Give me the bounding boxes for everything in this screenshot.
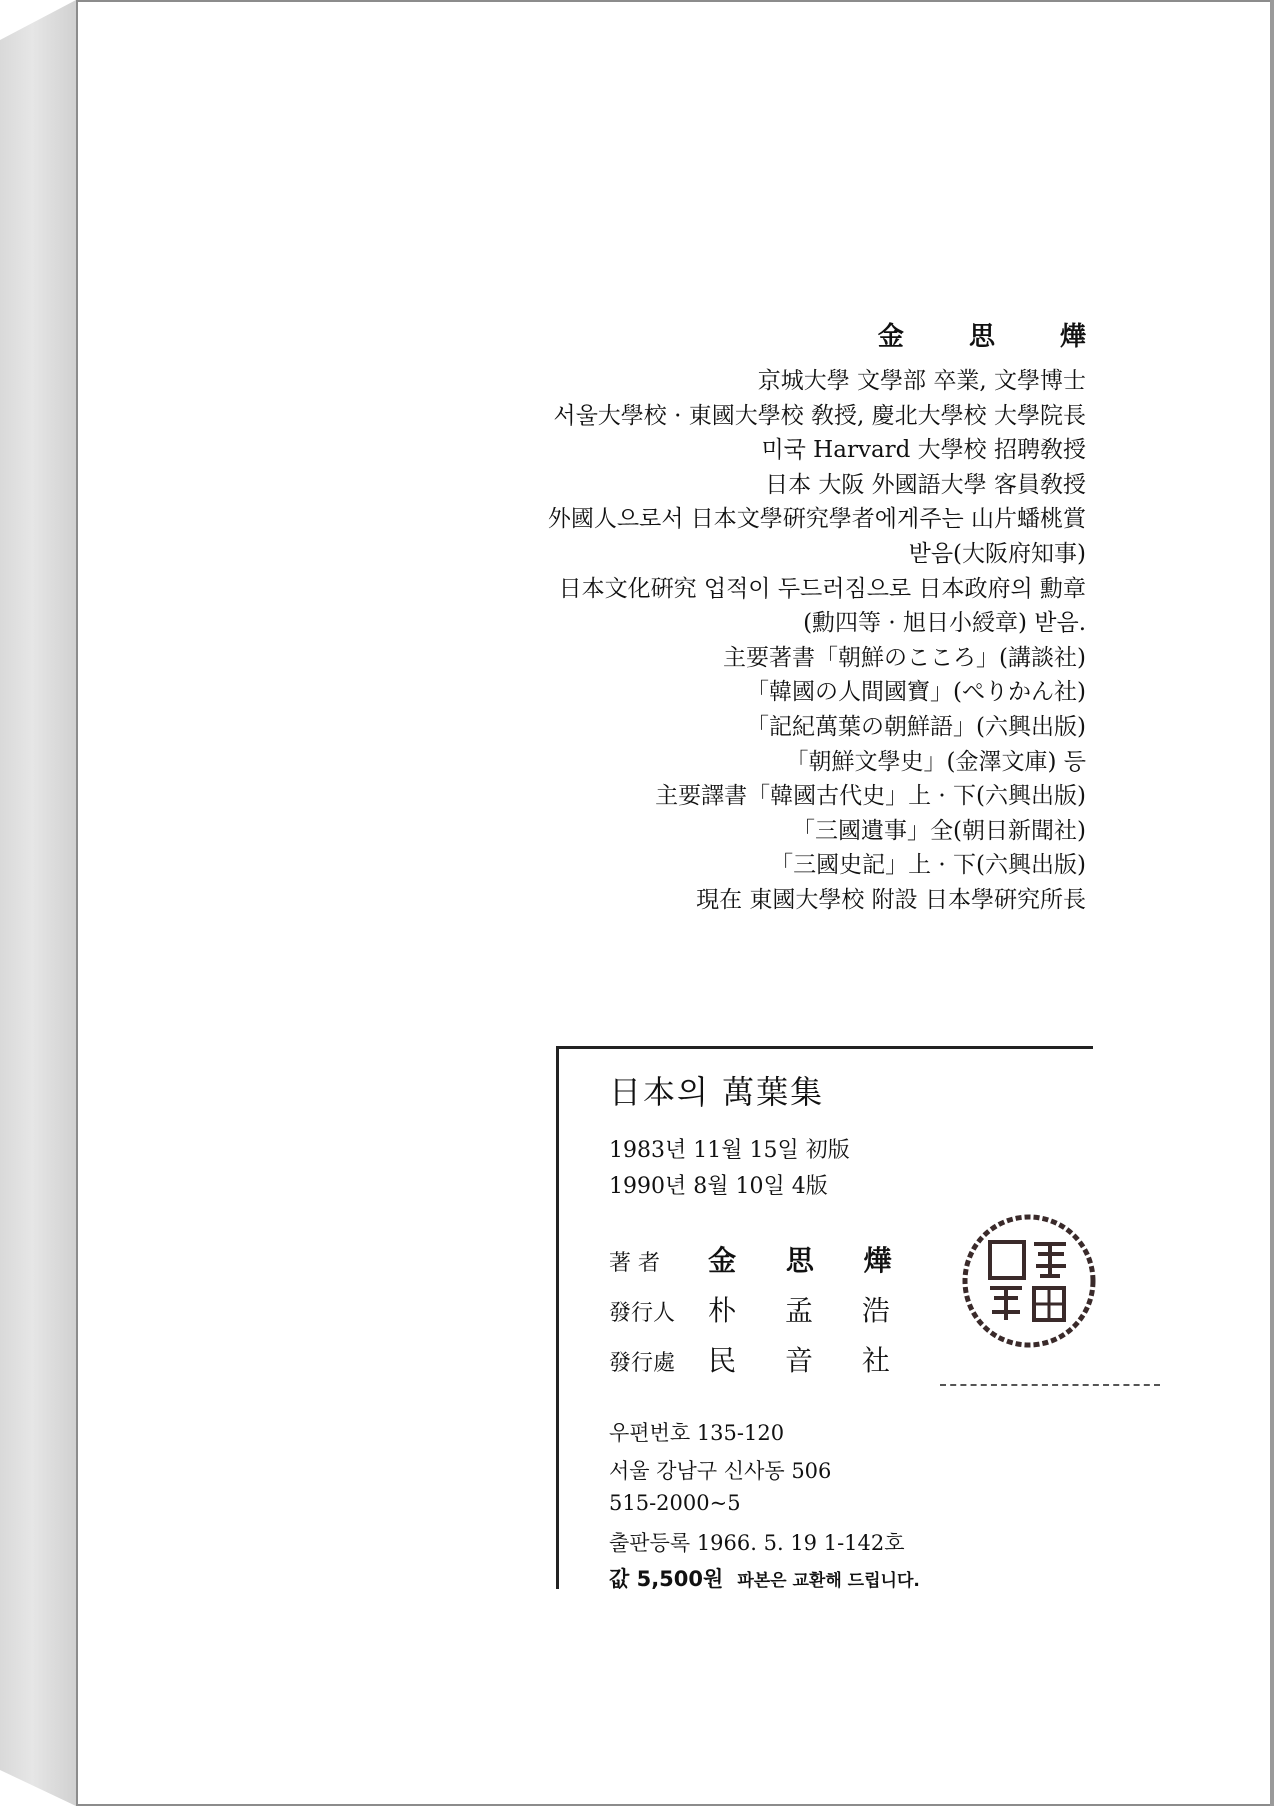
publisher-seal-stamp	[960, 1212, 1098, 1350]
publisher-role: 發行人	[609, 1301, 676, 1326]
author-name: 金 思 燁	[877, 322, 1114, 352]
author-biography	[366, 316, 1114, 918]
bio-line: 日本 大阪 外國語大學 客員敎授	[765, 471, 1086, 498]
price: 값 5,500원	[609, 1567, 724, 1591]
bio-line: 現在 東國大學校 附設 日本學硏究所長	[696, 886, 1086, 913]
bio-line: 「韓國の人間國寶」(ぺりかん社)	[746, 679, 1086, 706]
bio-line: 日本文化硏究 업적이 두드러짐으로 日本政府의 勳章	[558, 575, 1086, 602]
first-edition-date: 1983년 11월 15일 初版	[609, 1138, 850, 1163]
publisher-value: 朴 孟 浩	[708, 1294, 910, 1327]
bio-line: 主要譯書「韓國古代史」上 · 下(六興出版)	[655, 783, 1086, 810]
bio-line: 「記紀萬葉の朝鮮語」(六興出版)	[746, 713, 1086, 740]
price-line	[609, 1563, 920, 1593]
house-value: 民 音 社	[708, 1344, 910, 1377]
author-role: 著 者	[609, 1251, 660, 1276]
exchange-note: 파본은 교환해 드립니다.	[737, 1571, 920, 1591]
bio-line: 「三國史記」上 · 下(六興出版)	[770, 852, 1086, 879]
registration: 출판등록 1966. 5. 19 1-142호	[609, 1531, 905, 1555]
bio-line: 「朝鮮文學史」(金澤文庫) 등	[785, 748, 1086, 775]
bio-line: 京城大學 文學部 卒業, 文學博士	[757, 368, 1086, 394]
seal-dashed-line	[940, 1384, 1160, 1386]
phone-number: 515-2000~5	[609, 1491, 741, 1515]
bio-line: 미국 Harvard 大學校 招聘敎授	[761, 437, 1086, 464]
bio-line: 받음(大阪府知事)	[908, 540, 1086, 567]
bio-line: 「三國遺事」全(朝日新聞社)	[792, 817, 1086, 844]
fourth-edition-date: 1990년 8월 10일 4版	[609, 1174, 828, 1199]
publisher-credit	[609, 1289, 910, 1329]
bio-line: (勳四等 · 旭日小綬章) 받음.	[803, 610, 1086, 637]
bio-line: 外國人으로서 日本文學硏究學者에게주는 山片蟠桃賞	[547, 506, 1086, 533]
address: 서울 강남구 신사동 506	[609, 1459, 832, 1483]
book-title: 日本의 萬葉集	[609, 1073, 825, 1111]
author-credit	[609, 1239, 912, 1279]
publishing-house-credit	[609, 1339, 910, 1379]
postal-code: 우편번호 135-120	[609, 1421, 785, 1445]
page-edge	[1270, 0, 1274, 1806]
bio-line: 서울大學校 · 東國大學校 敎授, 慶北大學校 大學院長	[553, 402, 1086, 429]
house-role: 發行處	[609, 1351, 676, 1376]
bio-line: 主要著書「朝鮮のこころ」(講談社)	[723, 644, 1086, 671]
author-value: 金 思 燁	[708, 1244, 912, 1277]
book-spine	[0, 0, 80, 1806]
